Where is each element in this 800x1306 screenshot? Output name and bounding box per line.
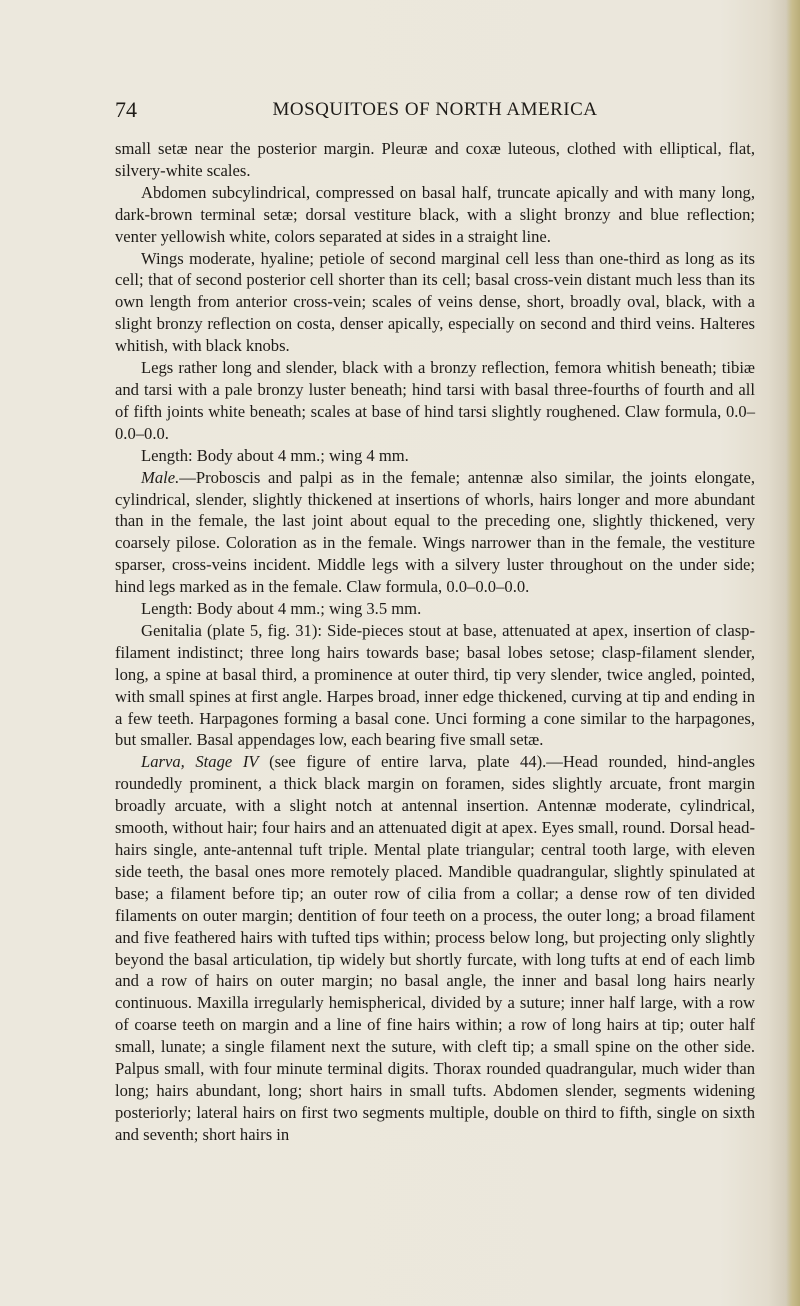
page-header bbox=[115, 98, 755, 122]
running-title: MOSQUITOES OF NORTH AMERICA bbox=[272, 99, 598, 120]
paragraph: Length: Body about 4 mm.; wing 3.5 mm. bbox=[141, 599, 422, 619]
paragraph: Genitalia (plate 5, fig. 31): Side-pieces stout at base, attenuated at apex, insertion of clasp-filament indistinct; three long hairs towards base; basal lobes setose; clasp-filament slender, long, a spine at basal third, a prominence at outer third, tip very slender, twice angled, pointed, with small spines at first angle. Harpes broad, inner edge thickened, curving at tip and ending in a few teeth. Harpagones forming a basal cone. Unci forming a cone similar to the harpagones, but smaller. Basal appendages low, each bearing five small setæ. bbox=[115, 620, 755, 750]
page-edge-shadow bbox=[786, 0, 800, 1306]
paragraph: Abdomen subcylindrical, compressed on basal half, truncate apically and with many long, dark-brown terminal setæ; dorsal vestiture black, with a slight bronzy and blue reflection; venter yellowish white, colors separated at sides in a straight line. bbox=[115, 182, 755, 246]
paragraph: Legs rather long and slender, black with a bronzy reflection, femora whitish beneath; tibiæ and tarsi with a pale bronzy luster beneath; hind tarsi with basal three-fourths of fourth and all of fifth joints white beneath; scales at base of hind tarsi slightly roughened. Claw formula, 0.0–0.0–0.0. bbox=[115, 358, 755, 443]
paragraph: Larva, Stage IV (see figure of entire larva, plate 44).—Head rounded, hind-angles roundedly prominent, a thick black margin on foramen, sides slightly arcuate, front margin broadly arcuate, with a slight notch at antennal insertion. Antennæ moderate, cylindrical, smooth, without hair; four hairs and an attenuated digit at apex. Eyes small, round. Dorsal head-hairs single, ante-antennal tuft triple. Mental plate triangular; central tooth large, with eleven side teeth, the basal ones more remotely placed. Mandible quadrangular, slightly spinulated at base; a filament before tip; an outer row of cilia from a collar; a dense row of ten divided filaments on outer margin; dentition of four teeth on a process, the outer long; a broad filament and five feathered hairs with tufted tips within; process below long, but projecting only slightly beyond the basal articulation, tip widely but shortly furcate, with long tufts at end of each limb and a row of hairs on outer margin; no basal angle, the inner and basal long hairs nearly continuous. Maxilla irregularly hemispherical, divided by a suture; inner half large, with a row of coarse teeth on margin and a line of fine hairs within; a row of long hairs at tip; outer half small, lunate; a single filament next the suture, with cleft tip; a small spine on the other side. Palpus small, with four minute terminal digits. Thorax rounded quadrangular, much wider than long; hairs abundant, long; short hairs in small tufts. Abdomen slender, segments widening posteriorly; lateral hairs on first two segments multiple, double on third to fifth, single on sixth and seventh; short hairs in bbox=[115, 752, 755, 1144]
page-number: 74 bbox=[115, 97, 137, 122]
body-text bbox=[115, 138, 755, 1146]
paragraph-lead: Male. bbox=[141, 467, 180, 487]
paragraph: Wings moderate, hyaline; petiole of second marginal cell less than one-third as long as its cell; that of second posterior cell shorter than its cell; basal cross-vein distant much less than its own length from anterior cross-vein; scales of veins dense, short, broadly oval, black, with a slight bronzy reflection on costa, denser apically, especially on second and third veins. Halteres whitish, with black knobs. bbox=[115, 248, 755, 356]
paragraph: small setæ near the posterior margin. Pleuræ and coxæ luteous, clothed with elliptical, flat, silvery-white scales. bbox=[115, 139, 755, 180]
paragraph: Length: Body about 4 mm.; wing 4 mm. bbox=[141, 445, 409, 465]
paragraph-lead: Larva, Stage IV bbox=[141, 752, 259, 772]
paragraph: Male.—Proboscis and palpi as in the female; antennæ also similar, the joints elongate, cylindrical, slender, slightly thickened at insertions of whorls, hairs longer and more abundant than in the female, the last joint about equal to the preceding one, slightly thickened, very coarsely pilose. Coloration as in the female. Wings narrower than in the female, the vestiture sparser, cross-veins incident. Middle legs with a silvery luster throughout on the under side; hind legs marked as in the female. Claw formula, 0.0–0.0–0.0. bbox=[115, 467, 755, 597]
